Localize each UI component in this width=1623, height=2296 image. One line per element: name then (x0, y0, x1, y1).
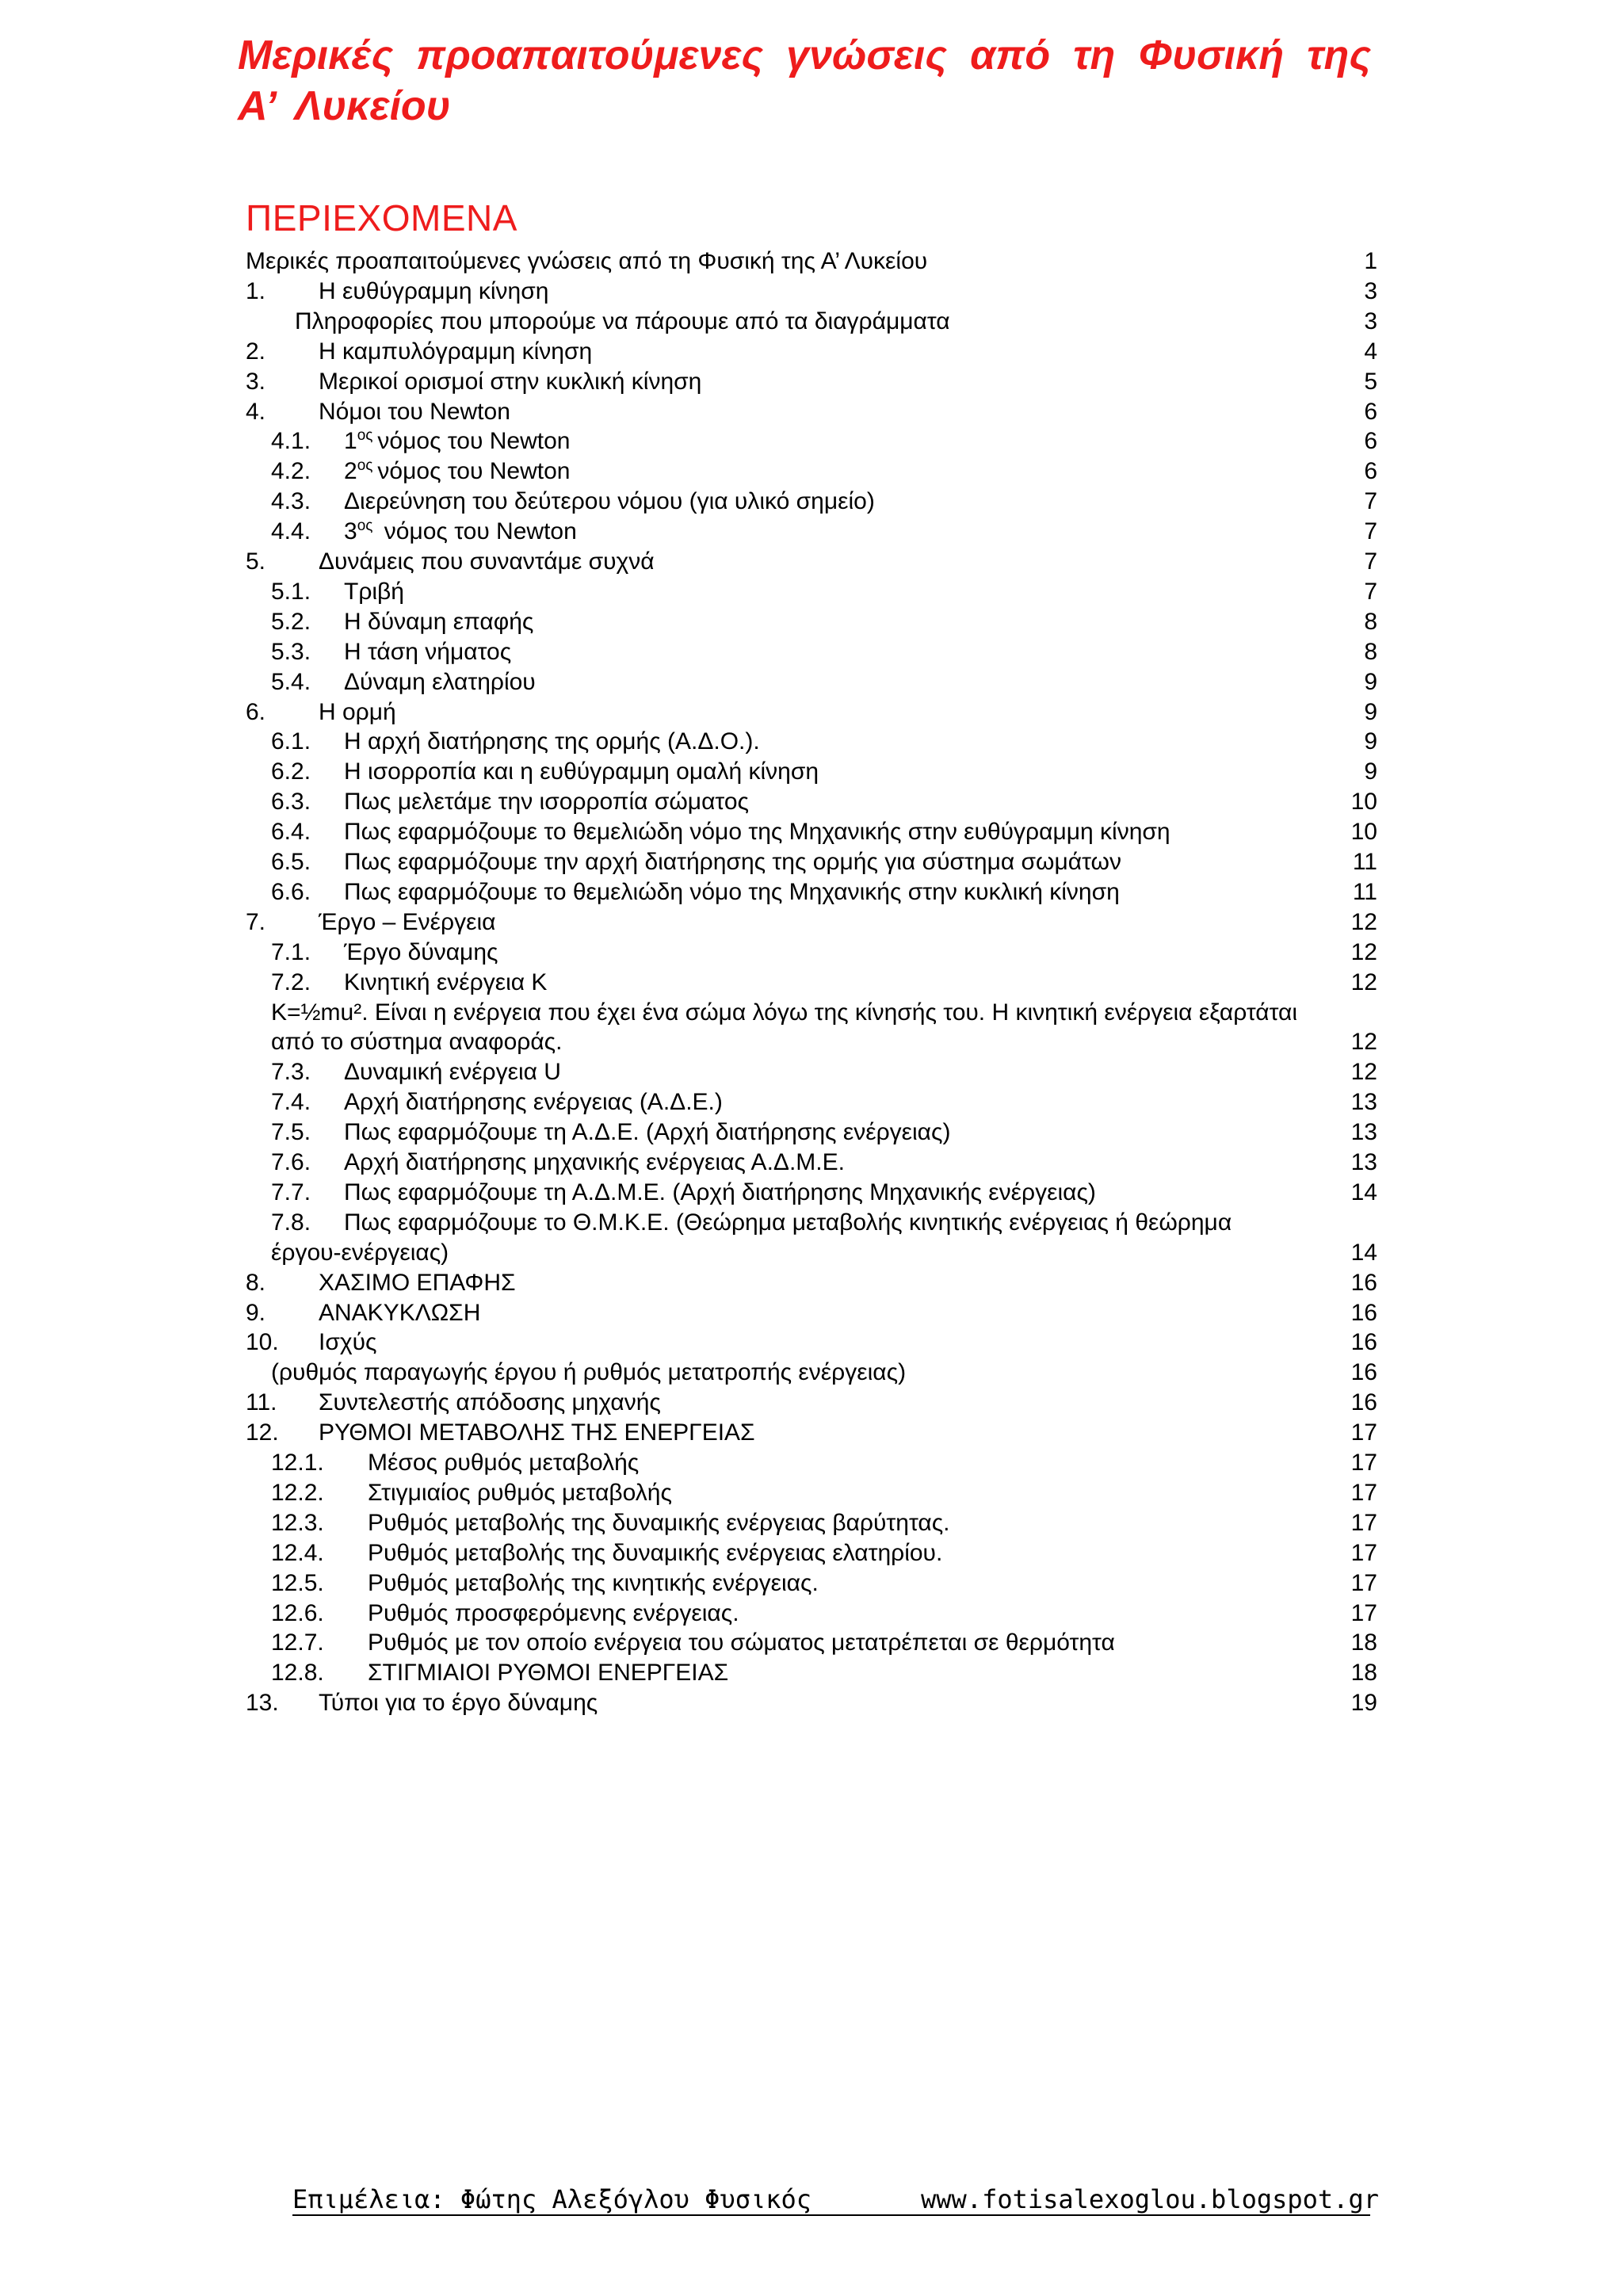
toc-entry-number: 13. (246, 1690, 279, 1717)
toc-entry-number: 6.1. (271, 728, 311, 755)
toc-entry-title: ΑΝΑΚΥΚΛΩΣΗ (319, 1299, 481, 1326)
toc-entry-title: Ρυθμός με τον οποίο ενέργεια του σώματος μετατρέπεται σε θερμότητα (368, 1629, 1115, 1656)
toc-entry-number: 7.1. (271, 938, 311, 965)
toc-entry-number: 6.6. (271, 878, 311, 905)
toc-entry-page: 17 (1350, 1479, 1377, 1506)
toc-entry-page: 4 (1364, 338, 1377, 365)
toc-entry-page: 12 (1350, 938, 1377, 965)
toc-entry-title: Έργο – Ενέργεια (319, 908, 496, 935)
toc-entry-title: Τριβή (344, 578, 404, 605)
toc-entry-number: 10. (246, 1329, 279, 1356)
toc-entry-title: Η αρχή διατήρησης της ορμής (Α.Δ.Ο.). (344, 728, 760, 755)
toc-entry-title: Έργο δύναμης (344, 938, 498, 965)
toc-entry[interactable] (0, 907, 1623, 938)
toc-entry-page: 6 (1364, 428, 1377, 455)
toc-entry[interactable] (0, 1418, 1623, 1448)
toc-entry-title: Ισχύς (319, 1329, 377, 1356)
toc-entry-number: 12.4. (271, 1539, 324, 1566)
toc-entry[interactable] (0, 1268, 1623, 1298)
toc-entry[interactable] (0, 397, 1623, 427)
toc-entry-title-text: νόμος του Newton (377, 428, 571, 455)
toc-entry-page: 14 (1350, 1179, 1377, 1205)
toc-entry-title: Κινητική ενέργεια Κ (344, 968, 548, 995)
toc-entry[interactable] (0, 1568, 1623, 1599)
toc-entry-page: 8 (1364, 608, 1377, 635)
toc-entry-number: 9. (246, 1299, 266, 1326)
toc-entry-page: 18 (1350, 1660, 1377, 1687)
toc-entry-title: Κ=½mu². Είναι η ενέργεια που έχει ένα σώμα λόγω της κίνησής του. Η κινητική ενέργεια εξαρτάται (271, 999, 1298, 1026)
toc-entry-page: 16 (1350, 1359, 1377, 1386)
toc-entry-number: 12. (246, 1419, 279, 1446)
toc-entry[interactable] (0, 1027, 1623, 1057)
toc-entry[interactable] (0, 1057, 1623, 1087)
toc-entry-page: 9 (1364, 758, 1377, 785)
toc-entry-page: 13 (1350, 1149, 1377, 1175)
footer-author: Επιμέλεια: Φώτης Αλεξόγλου Φυσικός (292, 2184, 812, 2214)
toc-entry-page: 12 (1350, 908, 1377, 935)
toc-entry-number: 11. (246, 1389, 277, 1416)
toc-entry-ordinal: 2 (344, 458, 357, 485)
toc-entry[interactable] (0, 277, 1623, 307)
toc-entry-title: Πως εφαρμόζουμε την αρχή διατήρησης της ορμής για σύστημα σωμάτων (344, 849, 1121, 875)
toc-entry-title: Η ευθύγραμμη κίνηση (319, 277, 549, 304)
toc-entry-title: Πως εφαρμόζουμε τη Α.Δ.Μ.Ε. (Αρχή διατήρησης Μηχανικής ενέργειας) (344, 1179, 1096, 1205)
toc-entry-number: 7.5. (271, 1119, 311, 1146)
toc-entry[interactable] (0, 938, 1623, 968)
toc-entry[interactable] (0, 1688, 1623, 1718)
toc-entry-number: 4.4. (271, 518, 311, 545)
toc-entry-title-text: νόμος του Newton (377, 458, 571, 485)
toc-entry-number: 5.4. (271, 668, 311, 695)
toc-entry-number: 4. (246, 398, 266, 425)
toc-entry-number: 3. (246, 368, 266, 395)
toc-entry-title: Ρυθμός μεταβολής της δυναμικής ενέργειας ελατηρίου. (368, 1539, 943, 1566)
toc-entry[interactable] (0, 1087, 1623, 1117)
toc-entry-page: 11 (1352, 849, 1377, 875)
toc-entry-title: Πως εφαρμόζουμε το θεμελιώδη νόμο της Μηχανικής στην ευθύγραμμη κίνηση (344, 819, 1170, 846)
toc-entry[interactable] (0, 487, 1623, 517)
toc-entry[interactable] (0, 517, 1623, 547)
toc-entry-page: 10 (1350, 819, 1377, 846)
toc-entry-title: Συντελεστής απόδοσης μηχανής (319, 1389, 661, 1416)
toc-entry[interactable] (0, 1328, 1623, 1358)
toc-entry-title: Ρυθμός μεταβολής της δυναμικής ενέργειας βαρύτητας. (368, 1509, 950, 1536)
toc-entry[interactable] (0, 757, 1623, 787)
toc-entry[interactable] (0, 1178, 1623, 1208)
toc-entry-title: έργου-ενέργειας) (271, 1239, 449, 1266)
toc-entry[interactable] (0, 1298, 1623, 1328)
toc-entry[interactable] (0, 817, 1623, 847)
toc-entry[interactable] (0, 246, 1623, 277)
toc-entry-title: Πως εφαρμόζουμε το Θ.Μ.Κ.Ε. (Θεώρημα μεταβολής κινητικής ενέργειας ή θεώρημα (344, 1209, 1232, 1236)
toc-entry-title: Ρυθμός προσφερόμενης ενέργειας. (368, 1599, 739, 1626)
toc-entry-title: ΧΑΣΙΜΟ ΕΠΑΦΗΣ (319, 1269, 516, 1296)
toc-entry-title: Στιγμιαίος ρυθμός μεταβολής (368, 1479, 672, 1506)
toc-entry[interactable] (0, 307, 1623, 337)
toc-entry[interactable] (0, 1388, 1623, 1418)
toc-entry[interactable] (0, 1358, 1623, 1388)
toc-entry-page: 16 (1350, 1269, 1377, 1296)
toc-entry-number: 5.1. (271, 578, 311, 605)
toc-entry-page: 17 (1350, 1599, 1377, 1626)
toc-heading: ΠΕΡΙΕΧΟΜΕΝΑ (246, 197, 517, 239)
toc-entry-title: Η τάση νήματος (344, 638, 512, 665)
toc-entry-number: 6.4. (271, 819, 311, 846)
toc-entry-page: 17 (1350, 1509, 1377, 1536)
toc-entry-title-text: νόμος του Newton (377, 518, 577, 545)
toc-entry[interactable] (0, 877, 1623, 907)
toc-entry-page: 12 (1350, 1029, 1377, 1056)
toc-entry-page: 16 (1350, 1299, 1377, 1326)
toc-entry-number: 5. (246, 548, 266, 575)
toc-entry[interactable] (0, 367, 1623, 397)
toc-entry-title: Αρχή διατήρησης ενέργειας (Α.Δ.Ε.) (344, 1089, 723, 1116)
toc-entry-title: Δυναμική ενέργεια U (344, 1059, 561, 1086)
toc-entry-number: 12.2. (271, 1479, 324, 1506)
toc-entry[interactable] (0, 607, 1623, 637)
toc-entry-title: Πως μελετάμε την ισορροπία σώματος (344, 789, 749, 816)
toc-entry-page: 9 (1364, 728, 1377, 755)
toc-entry-page: 13 (1350, 1089, 1377, 1116)
toc-entry-page: 14 (1350, 1239, 1377, 1266)
toc-entry-number: 7.8. (271, 1209, 311, 1236)
toc-entry-page: 3 (1364, 308, 1377, 334)
toc-entry-number: 12.7. (271, 1629, 324, 1656)
toc-entry[interactable] (0, 1628, 1623, 1658)
toc-entry-number: 5.2. (271, 608, 311, 635)
toc-entry-title: Η δύναμη επαφής (344, 608, 534, 635)
toc-entry-page: 9 (1364, 698, 1377, 725)
toc-entry[interactable] (0, 1208, 1623, 1238)
toc-entry[interactable] (0, 457, 1623, 487)
toc-entry-page: 12 (1350, 1059, 1377, 1086)
toc-entry-number: 7.7. (271, 1179, 311, 1205)
toc-entry-number: 12.6. (271, 1599, 324, 1626)
toc-entry-number: 4.1. (271, 428, 311, 455)
toc-entry-page: 12 (1350, 968, 1377, 995)
toc-entry[interactable] (0, 547, 1623, 577)
toc-entry-title: Πως εφαρμόζουμε τη Α.Δ.Ε. (Αρχή διατήρησης ενέργειας) (344, 1119, 951, 1146)
toc-entry[interactable] (0, 667, 1623, 697)
toc-entry-page: 7 (1364, 578, 1377, 605)
footer-website-link[interactable]: www.fotisalexoglou.blogspot.gr (921, 2184, 1379, 2214)
toc-entry-page: 11 (1352, 878, 1377, 905)
toc-entry[interactable] (0, 727, 1623, 757)
toc-entry-number: 7.3. (271, 1059, 311, 1086)
toc-entry[interactable] (0, 577, 1623, 607)
toc-entry-ordinal: 1 (344, 428, 357, 455)
toc-entry-ordinal-suffix: ος (357, 457, 373, 475)
toc-entry-page: 18 (1350, 1629, 1377, 1656)
toc-entry-ordinal: 3 (344, 518, 357, 545)
toc-entry-number: 7.6. (271, 1149, 311, 1175)
toc-entry-page: 3 (1364, 277, 1377, 304)
toc-entry-title: Δυνάμεις που συναντάμε συχνά (319, 548, 655, 575)
toc-entry-page: 19 (1350, 1690, 1377, 1717)
toc-entry[interactable] (0, 1508, 1623, 1538)
toc-entry[interactable] (0, 1448, 1623, 1478)
toc-entry-number: 8. (246, 1269, 266, 1296)
toc-entry-number: 12.1. (271, 1450, 324, 1476)
toc-entry-ordinal-suffix: ος (357, 427, 373, 445)
toc-entry[interactable] (0, 1658, 1623, 1688)
toc-entry-number: 6. (246, 698, 266, 725)
toc-entry-title: Δύναμη ελατηρίου (344, 668, 536, 695)
toc-entry[interactable] (0, 787, 1623, 817)
toc-entry[interactable] (0, 426, 1623, 457)
toc-entry-number: 2. (246, 338, 266, 365)
toc-entry-number: 6.5. (271, 849, 311, 875)
toc-entry[interactable] (0, 1117, 1623, 1148)
footer-underline (292, 2214, 1370, 2216)
toc-entry-page: 10 (1350, 789, 1377, 816)
toc-entry-page: 1 (1364, 248, 1377, 274)
toc-entry-title: Πως εφαρμόζουμε το θεμελιώδη νόμο της Μηχανικής στην κυκλική κίνηση (344, 878, 1120, 905)
toc-entry-page: 8 (1364, 638, 1377, 665)
toc-entry[interactable] (0, 1238, 1623, 1268)
toc-entry-page: 16 (1350, 1389, 1377, 1416)
toc-entry-title: από το σύστημα αναφοράς. (271, 1029, 563, 1056)
toc-entry-number: 6.2. (271, 758, 311, 785)
toc-entry-title: Πληροφορίες που μπορούμε να πάρουμε από τα διαγράμματα (295, 308, 950, 334)
toc-entry-title (344, 457, 570, 487)
toc-entry-number: 4.3. (271, 488, 311, 515)
toc-entry-title: Ρυθμός μεταβολής της κινητικής ενέργειας. (368, 1569, 819, 1596)
toc-entry-number: 12.3. (271, 1509, 324, 1536)
toc-entry-page: 5 (1364, 368, 1377, 395)
toc-entry-title: Μερικές προαπαιτούμενες γνώσεις από τη Φυσική της Α’ Λυκείου (246, 248, 928, 274)
toc-entry-title: Η ορμή (319, 698, 396, 725)
toc-entry-title: Αρχή διατήρησης μηχανικής ενέργειας Α.Δ.Μ.Ε. (344, 1149, 845, 1175)
toc-entry-page: 17 (1350, 1419, 1377, 1446)
toc-entry[interactable] (0, 637, 1623, 667)
toc-entry[interactable] (0, 1478, 1623, 1508)
toc-entry-page: 16 (1350, 1329, 1377, 1356)
toc-entry-ordinal-suffix: ος (357, 518, 373, 535)
toc-entry-number: 7. (246, 908, 266, 935)
toc-entry[interactable] (0, 697, 1623, 728)
toc-entry-number: 4.2. (271, 458, 311, 485)
toc-entry-title: Τύποι για το έργο δύναμης (319, 1690, 598, 1717)
toc-entry-title (344, 517, 577, 547)
toc-entry-number: 7.4. (271, 1089, 311, 1116)
toc-entry-title: ΣΤΙΓΜΙΑΙΟΙ ΡΥΘΜΟΙ ΕΝΕΡΓΕΙΑΣ (368, 1660, 729, 1687)
toc-entry-number: 6.3. (271, 789, 311, 816)
toc-entry[interactable] (0, 337, 1623, 367)
toc-entry-number: 1. (246, 277, 266, 304)
toc-entry-title: Η καμπυλόγραμμη κίνηση (319, 338, 593, 365)
page-title: Μερικές προαπαιτούμενες γνώσεις από τη Φυσική της Α’ Λυκείου (238, 32, 1371, 129)
toc-entry-number: 7.2. (271, 968, 311, 995)
toc-entry-title: Νόμοι του Newton (319, 398, 510, 425)
toc-entry-number: 12.8. (271, 1660, 324, 1687)
toc-entry-title: Η ισορροπία και η ευθύγραμμη ομαλή κίνηση (344, 758, 819, 785)
toc-entry-title: (ρυθμός παραγωγής έργου ή ρυθμός μετατροπής ενέργειας) (271, 1359, 907, 1386)
toc-entry[interactable] (0, 1538, 1623, 1568)
toc-entry-page: 7 (1364, 488, 1377, 515)
toc-entry-page: 6 (1364, 398, 1377, 425)
toc-entry-page: 17 (1350, 1450, 1377, 1476)
toc-entry-title: Διερεύνηση του δεύτερου νόμου (για υλικό σημείο) (344, 488, 875, 515)
toc-entry[interactable] (0, 1148, 1623, 1178)
toc-entry-page: 17 (1350, 1569, 1377, 1596)
toc-entry[interactable] (0, 1599, 1623, 1629)
toc-entry-page: 17 (1350, 1539, 1377, 1566)
toc-entry-title: Μερικοί ορισμοί στην κυκλική κίνηση (319, 368, 702, 395)
toc-entry[interactable] (0, 847, 1623, 877)
toc-entry[interactable] (0, 998, 1623, 1028)
toc-entry-title: ΡΥΘΜΟΙ ΜΕΤΑΒΟΛΗΣ ΤΗΣ ΕΝΕΡΓΕΙΑΣ (319, 1419, 755, 1446)
toc-entry-number: 12.5. (271, 1569, 324, 1596)
toc-entry-page: 7 (1364, 548, 1377, 575)
toc-entry-title (344, 426, 570, 457)
toc-entry-page: 13 (1350, 1119, 1377, 1146)
toc-entry-title: Μέσος ρυθμός μεταβολής (368, 1450, 640, 1476)
toc-entry-page: 7 (1364, 518, 1377, 545)
toc-entry[interactable] (0, 968, 1623, 998)
toc-entry-number: 5.3. (271, 638, 311, 665)
toc-entry-page: 9 (1364, 668, 1377, 695)
toc-entry-page: 6 (1364, 458, 1377, 485)
